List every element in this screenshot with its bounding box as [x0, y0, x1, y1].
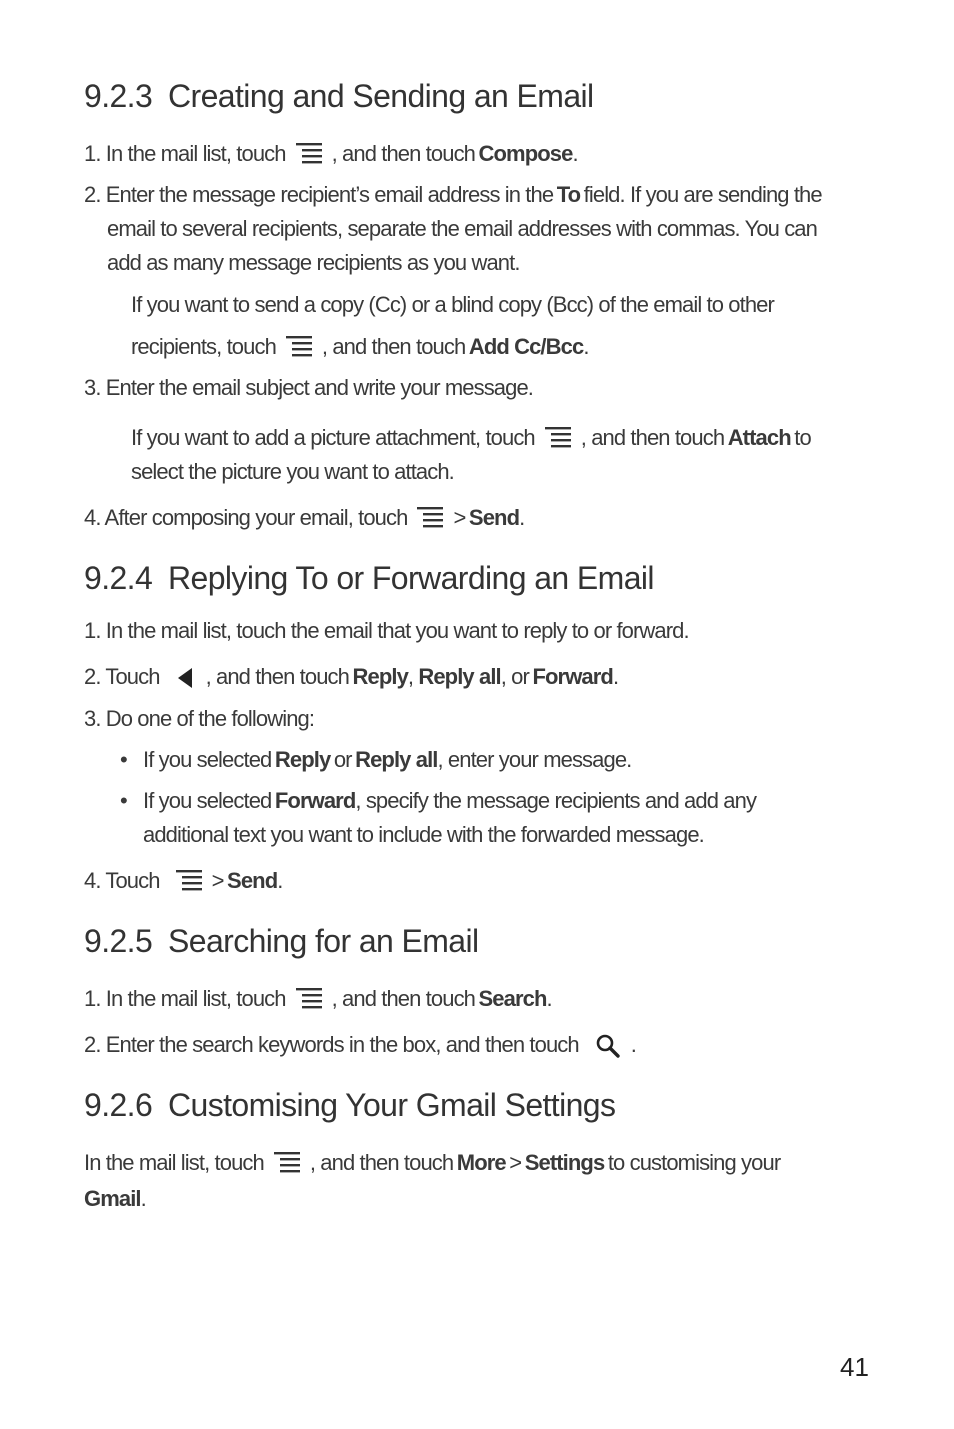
gmail-label: Gmail — [84, 1186, 141, 1211]
bullet-forward-line-2: additional text you want to include with the forwarded message. — [143, 822, 704, 847]
step-2-recipients — [84, 180, 822, 210]
add-cc-bcc-label: Add Cc/Bcc — [468, 334, 584, 359]
note-cc-bcc-line-2: recipients, touch , and then touch Add Cc/Bcc. — [131, 334, 589, 359]
bullet-text: , enter your message. — [437, 747, 632, 772]
note-text: recipients, touch — [131, 334, 276, 359]
bullet-dot: • — [120, 788, 128, 813]
note-attach-line-2: select the picture you want to attach. — [131, 459, 454, 484]
bullet-forward — [143, 786, 756, 816]
menu-icon — [284, 333, 314, 359]
bullet-text: or — [333, 747, 352, 772]
bullet-text: , specify the message recipients and add any — [355, 788, 757, 813]
back-triangle-icon — [176, 666, 194, 690]
section-title: Searching for an Email — [168, 923, 479, 959]
compose-label: Compose — [478, 141, 573, 166]
separator: > — [453, 505, 466, 530]
step-1-search: 1. In the mail list, touch , and then touch Search. — [84, 986, 552, 1011]
step-text: , and then touch — [331, 986, 476, 1011]
search-icon — [595, 1033, 621, 1059]
section-title: Replying To or Forwarding an Email — [168, 560, 654, 596]
bullet-text: If you selected — [143, 788, 272, 813]
paragraph-text: , and then touch — [309, 1150, 454, 1175]
step-4-send: 4. Touch > Send. — [84, 868, 283, 893]
note-attach-line-1 — [131, 423, 811, 453]
separator: > — [211, 868, 224, 893]
send-label: Send — [227, 868, 278, 893]
menu-icon — [294, 140, 324, 166]
step-1-compose: 1. In the mail list, touch , and then touch Compose. — [84, 141, 578, 166]
forward-label: Forward — [274, 788, 356, 813]
menu-icon — [415, 504, 445, 530]
step-4-send: 4. After composing your email, touch > Send. — [84, 505, 525, 530]
separator: > — [509, 1150, 522, 1175]
step-text: 4. Touch — [84, 868, 160, 893]
menu-icon — [174, 867, 204, 893]
reply-all-label: Reply all — [355, 747, 438, 772]
more-label: More — [456, 1150, 506, 1175]
section-number: 9.2.4 — [84, 560, 153, 596]
menu-icon — [543, 424, 573, 450]
step-text: field. If you are sending the — [583, 182, 822, 207]
to-label: To — [556, 182, 581, 207]
step-text: 4. After composing your email, touch — [84, 505, 408, 530]
note-text: to — [794, 425, 811, 450]
reply-label: Reply — [274, 747, 331, 772]
step-text: 2. Enter the search keywords in the box, and then touch — [84, 1032, 579, 1057]
note-cc-bcc-line-1: If you want to send a copy (Cc) or a blind copy (Bcc) of the email to other — [131, 292, 774, 317]
section-title: Creating and Sending an Email — [168, 78, 594, 114]
send-label: Send — [468, 505, 520, 530]
attach-label: Attach — [727, 425, 791, 450]
menu-icon — [294, 985, 324, 1011]
step-2-line-3: add as many message recipients as you want. — [107, 250, 520, 275]
section-number: 9.2.6 — [84, 1087, 153, 1123]
settings-label: Settings — [524, 1150, 605, 1175]
bullet-reply — [143, 745, 631, 775]
step-text: 2. Enter the message recipient’s email address in the — [84, 182, 554, 207]
gmail-settings-line-1 — [84, 1148, 780, 1178]
step-text: , or — [500, 664, 529, 689]
reply-label: Reply — [352, 664, 408, 689]
step-1-select-email: 1. In the mail list, touch the email that you want to reply to or forward. — [84, 618, 689, 643]
section-heading-9-2-4 — [84, 560, 654, 597]
reply-all-label: Reply all — [418, 664, 501, 689]
step-3-do-one: 3. Do one of the following: — [84, 706, 315, 731]
section-number: 9.2.5 — [84, 923, 153, 959]
search-label: Search — [478, 986, 547, 1011]
step-2-search-keywords: 2. Enter the search keywords in the box, and then touch . — [84, 1030, 636, 1060]
step-2-line-2: email to several recipients, separate the email addresses with commas. You can — [107, 216, 817, 241]
bullet-text: If you selected — [143, 747, 272, 772]
gmail-settings-line-2: Gmail. — [84, 1186, 146, 1211]
page-number: 41 — [840, 1352, 869, 1382]
step-text: 1. In the mail list, touch — [84, 141, 286, 166]
forward-label: Forward — [532, 664, 613, 689]
step-3-subject: 3. Enter the email subject and write your message. — [84, 375, 534, 400]
paragraph-text: In the mail list, touch — [84, 1150, 264, 1175]
menu-icon — [272, 1149, 302, 1175]
section-heading-9-2-3 — [84, 78, 594, 115]
bullet-dot: • — [120, 747, 128, 772]
step-text: , and then touch — [331, 141, 476, 166]
note-text: , and then touch — [580, 425, 725, 450]
section-heading-9-2-6 — [84, 1087, 615, 1124]
paragraph-text: to customising your — [607, 1150, 781, 1175]
section-heading-9-2-5 — [84, 923, 479, 960]
step-text: 1. In the mail list, touch — [84, 986, 286, 1011]
step-text: 2. Touch — [84, 664, 160, 689]
note-text: If you want to add a picture attachment, touch — [131, 425, 535, 450]
note-text: , and then touch — [321, 334, 466, 359]
section-title: Customising Your Gmail Settings — [168, 1087, 616, 1123]
section-number: 9.2.3 — [84, 78, 153, 114]
step-2-reply: 2. Touch , and then touch Reply, Reply all, or Forward. — [84, 664, 619, 689]
step-text: , and then touch — [205, 664, 349, 689]
